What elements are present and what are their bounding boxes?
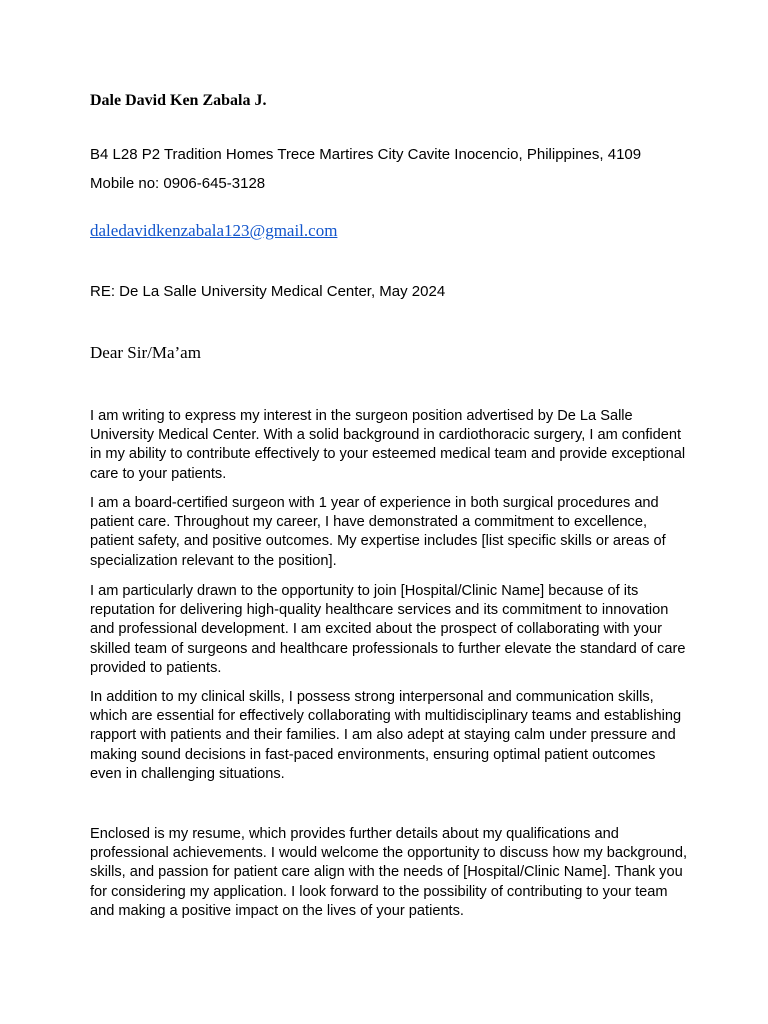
mobile-number: Mobile no: 0906-645-3128	[90, 175, 266, 192]
body-paragraph-3: I am particularly drawn to the opportunity to join [Hospital/Clinic Name] because of its reputation for delivering high-quality healthcare services and its commitment to innovation and professional development. I am excited about the prospect of collaborating with your skilled team of surgeons and healthcare professionals to further elevate the standard of care provided to patients.	[90, 583, 686, 676]
salutation: Dear Sir/Ma’am	[90, 343, 201, 362]
body-paragraph-5: Enclosed is my resume, which provides further details about my qualifications and professional achievements. I would welcome the opportunity to discuss how my background, skills, and passion for patient care align with the needs of [Hospital/Clinic Name]. Thank you for considering my application. I look forward to the possibility of contributing to your team and making a positive impact on the lives of your patients.	[90, 826, 688, 919]
body-paragraph-1: I am writing to express my interest in the surgeon position advertised by De La Salle University Medical Center. With a solid background in cardiothoracic surgery, I am confident in my ability to contribute effectively to your esteemed medical team and provide exceptional care to your patients.	[90, 408, 686, 482]
applicant-name: Dale David Ken Zabala J.	[90, 92, 267, 109]
email-link[interactable]: daledavidkenzabala123@gmail.com	[90, 221, 338, 240]
body-paragraph-2: I am a board-certified surgeon with 1 year of experience in both surgical procedures and patient care. Throughout my career, I have demonstrated a commitment to excellence, patient safety, and positive outcomes. My expertise includes [list specific skills or areas of specialization relevant to the position].	[90, 495, 666, 569]
re-line: RE: De La Salle University Medical Center, May 2024	[90, 283, 446, 300]
address-line: B4 L28 P2 Tradition Homes Trece Martires City Cavite Inocencio, Philippines, 4109	[90, 146, 642, 163]
body-paragraph-4: In addition to my clinical skills, I possess strong interpersonal and communication skills, which are essential for effectively collaborating with multidisciplinary teams and establishing rapport with patients and their families. I am also adept at staying calm under pressure and making sound decisions in fast-paced environments, ensuring optimal patient outcomes even in challenging situations.	[90, 689, 682, 782]
